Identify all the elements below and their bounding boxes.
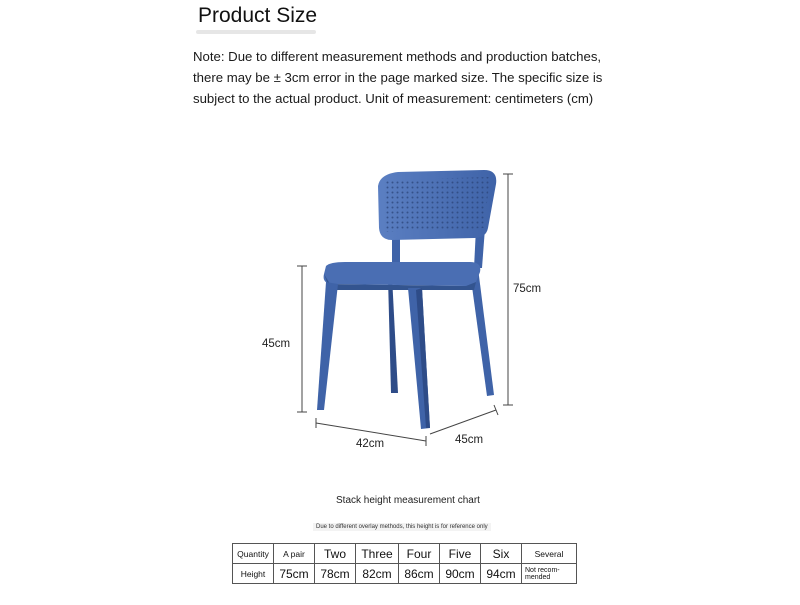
height-label: 75cm — [513, 283, 542, 295]
quantity-cell: Two — [315, 544, 356, 564]
stack-chart-title: Stack height measurement chart — [336, 495, 480, 506]
height-header: Height — [233, 564, 274, 584]
height-cell: 94cm — [481, 564, 522, 584]
measurement-note: Note: Due to different measurement methods and production batches, there may be ± 3cm error in the page marked size. The specific size is subject to the actual product. Unit of measurement: centimeters (cm) — [193, 49, 603, 106]
quantity-cell: Several — [522, 544, 577, 564]
backrest-perforation — [384, 177, 490, 232]
quantity-cell: Four — [399, 544, 440, 564]
height-cell: 90cm — [440, 564, 481, 584]
seat-height-label: 45cm — [262, 338, 291, 350]
depth-label: 45cm — [455, 434, 484, 446]
front-left-leg — [317, 282, 338, 410]
quantity-cell: A pair — [274, 544, 315, 564]
quantity-cell: Five — [440, 544, 481, 564]
quantity-cell: Six — [481, 544, 522, 564]
back-left-leg — [388, 276, 398, 393]
width-label: 42cm — [356, 438, 385, 450]
depth-line — [430, 410, 496, 434]
stack-height-table — [232, 543, 577, 584]
height-cell: 86cm — [399, 564, 440, 584]
height-cell: 75cm — [274, 564, 315, 584]
quantity-row — [233, 544, 577, 564]
height-cell: 78cm — [315, 564, 356, 584]
stack-chart-note: Due to different overlay methods, this height is for reference only — [313, 523, 491, 531]
quantity-cell: Three — [356, 544, 399, 564]
quantity-header: Quantity — [233, 544, 274, 564]
page-title: Product Size — [198, 4, 318, 27]
height-row — [233, 564, 577, 584]
height-cell: Not recom-mended — [522, 564, 577, 584]
seat — [324, 262, 481, 286]
height-cell: 82cm — [356, 564, 399, 584]
